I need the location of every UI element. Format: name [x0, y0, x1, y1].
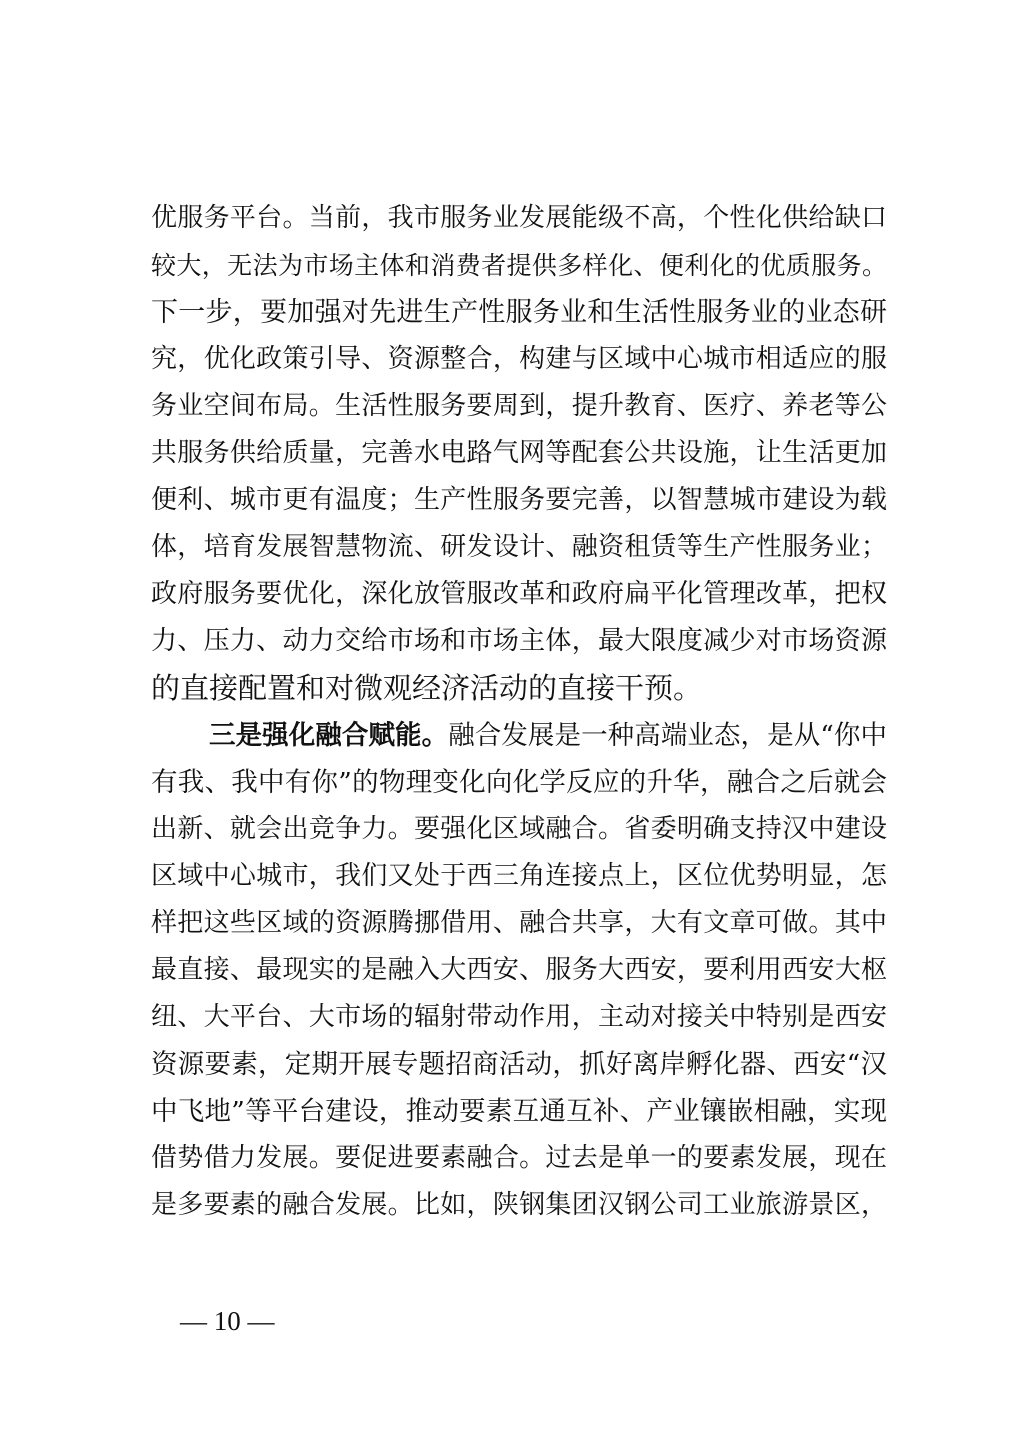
- text-line: 的直接配置和对微观经济活动的直接干预。: [151, 671, 703, 705]
- text-line: 资源要素，定期开展专题招商活动，抓好离岸孵化器、西安“汉: [151, 1049, 887, 1080]
- text-line: 区域中心城市，我们又处于西三角连接点上，区位优势明显，怎: [151, 861, 887, 891]
- text-line: 有我、我中有你”的物理变化向化学反应的升华，融合之后就会: [151, 767, 887, 798]
- text-line: 下一步，要加强对先进生产性服务业和生活性服务业的业态研: [151, 297, 887, 328]
- body-text: [151, 195, 887, 1229]
- text-line: 较大，无法为市场主体和消费者提供多样化、便利化的优质服务。: [151, 251, 887, 280]
- text-line: 借势借力发展。要促进要素融合。过去是单一的要素发展，现在: [151, 1143, 887, 1173]
- text-line: 最直接、最现实的是融入大西安、服务大西安，要利用西安大枢: [151, 955, 887, 985]
- text-line: 出新、就会出竞争力。要强化区域融合。省委明确支持汉中建设: [151, 814, 887, 844]
- text-line: 中飞地”等平台建设，推动要素互通互补、产业镶嵌相融，实现: [151, 1096, 887, 1127]
- text-line-rest: 融合发展是一种高端业态，是从“你中: [448, 720, 887, 751]
- text-line: 力、压力、动力交给市场和市场主体，最大限度减少对市场资源: [151, 626, 887, 656]
- text-line: 究，优化政策引导、资源整合，构建与区域中心城市相适应的服: [151, 344, 887, 374]
- text-line: 政府服务要优化，深化放管服改革和政府扁平化管理改革，把权: [151, 579, 887, 609]
- text-line: 样把这些区域的资源腾挪借用、融合共享，大有文章可做。其中: [151, 908, 887, 938]
- text-line: 优服务平台。当前，我市服务业发展能级不高，个性化供给缺口: [151, 203, 887, 233]
- paragraph-1: [151, 195, 887, 712]
- text-line: 共服务供给质量，完善水电路气网等配套公共设施，让生活更加: [151, 438, 887, 468]
- paragraph-heading: 三是强化融合赋能。: [209, 720, 449, 751]
- paragraph-2: [151, 712, 887, 1229]
- text-line: 是多要素的融合发展。比如，陕钢集团汉钢公司工业旅游景区，: [151, 1190, 887, 1220]
- text-line: 纽、大平台、大市场的辐射带动作用，主动对接关中特别是西安: [151, 1002, 887, 1032]
- text-line: 务业空间布局。生活性服务要周到，提升教育、医疗、养老等公: [151, 391, 887, 421]
- text-line: 便利、城市更有温度；生产性服务要完善，以智慧城市建设为载: [151, 485, 887, 515]
- page-number: — 10 —: [180, 1306, 275, 1336]
- text-line: 体，培育发展智慧物流、研发设计、融资租赁等生产性服务业；: [151, 532, 887, 562]
- text-line-first: [151, 712, 887, 759]
